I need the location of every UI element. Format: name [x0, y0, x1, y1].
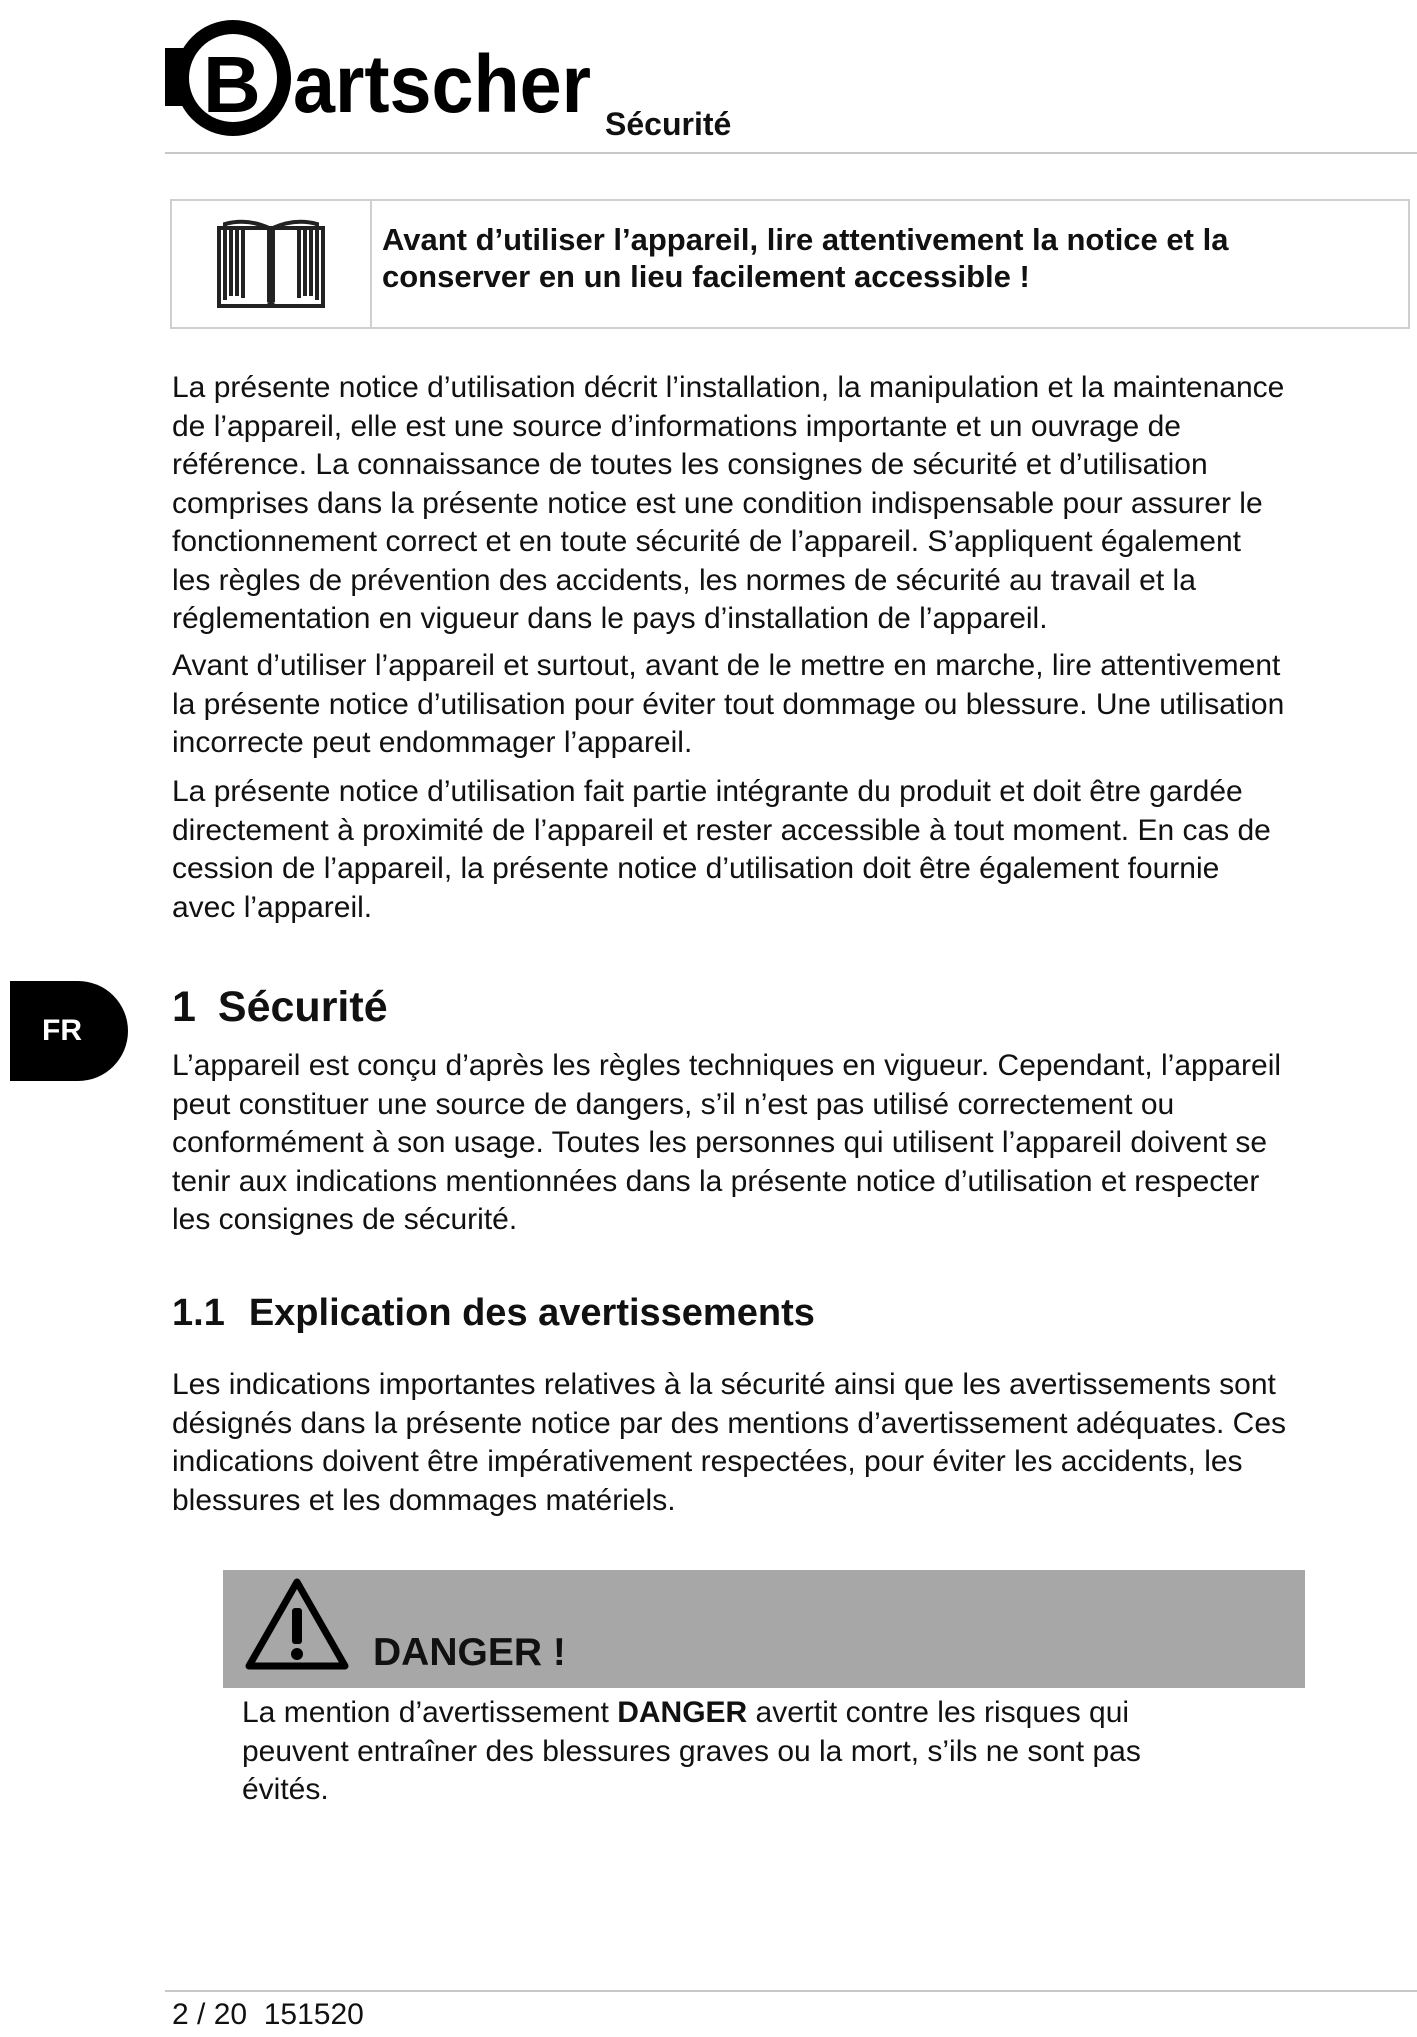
text-line: blessures et les dommages matériels. — [172, 1483, 676, 1517]
logo-graphic — [165, 8, 595, 140]
danger-header-bar — [223, 1570, 1305, 1688]
section-title: Explication des avertissements — [248, 1292, 815, 1334]
text-line: comprises dans la présente notice est une condition indispensable pour assurer le — [172, 486, 1263, 520]
text-line: Avant d’utiliser l’appareil et surtout, avant de le mettre en marche, lire attentivement — [172, 649, 1281, 682]
section-1-1-body — [172, 1366, 1417, 1520]
svg-text:B: B — [203, 40, 261, 129]
page-footer — [172, 1998, 364, 2032]
text-line: avec l’appareil. — [172, 890, 373, 924]
text-line: évités. — [242, 1773, 329, 1806]
text-line: fonctionnement correct et en toute sécurité de l’appareil. S’appliquent également — [172, 525, 1241, 558]
intro-paragraph-3 — [172, 773, 1417, 927]
document-code: 151520 — [263, 1998, 364, 2031]
text-line: L’appareil est conçu d’après les règles techniques en vigueur. Cependant, l’appareil — [172, 1049, 1282, 1082]
text-line: de l’appareil, elle est une source d’informations importante et un ouvrage de — [172, 409, 1181, 443]
text-line: les consignes de sécurité. — [172, 1203, 518, 1236]
section-title: Sécurité — [217, 983, 388, 1031]
text-run: avertit contre les risques qui — [747, 1696, 1130, 1729]
intro-paragraph-2 — [172, 647, 1417, 763]
text-line: peuvent entraîner des blessures graves ou la mort, s’ils ne sont pas — [242, 1734, 1141, 1768]
page-number: 2 / 20 — [172, 1998, 248, 2031]
notice-text — [372, 201, 1408, 327]
text-line: incorrecte peut endommager l’appareil. — [172, 726, 693, 759]
text-line: la présente notice d’utilisation pour éviter tout dommage ou blessure. Une utilisation — [172, 687, 1285, 721]
section-number: 1 — [172, 983, 196, 1031]
text-line: peut constituer une source de dangers, s’il n’est pas utilisé correctement ou — [172, 1087, 1175, 1121]
open-book-icon — [211, 214, 331, 314]
text-line: désignés dans la présente notice par des mentions d’avertissement adéquates. Ces — [172, 1406, 1286, 1440]
section-1-heading — [172, 983, 388, 1032]
header-section-title: Sécurité — [605, 106, 732, 142]
section-number: 1.1 — [172, 1292, 225, 1334]
bartscher-logo — [165, 8, 595, 140]
text-line: référence. La connaissance de toutes les consignes de sécurité et d’utilisation — [172, 448, 1208, 481]
text-line — [242, 1694, 1302, 1733]
intro-paragraph-1 — [172, 369, 1417, 639]
notice-line: Avant d’utiliser l’appareil, lire attentivement la notice et la — [382, 222, 1229, 257]
text-line: tenir aux indications mentionnées dans la présente notice d’utilisation et respecter — [172, 1164, 1260, 1198]
footer-divider — [165, 1990, 1417, 1992]
text-line: cession de l’appareil, la présente notice d’utilisation doit être également fournie — [172, 852, 1220, 885]
text-line: La présente notice d’utilisation décrit l’installation, la manipulation et la maintenance — [172, 371, 1285, 404]
text-line: directement à proximité de l’appareil et rester accessible à tout moment. En cas de — [172, 813, 1271, 847]
text-line: réglementation en vigueur dans le pays d’installation de l’appareil. — [172, 602, 1048, 635]
danger-description — [242, 1694, 1302, 1810]
text-line: La présente notice d’utilisation fait partie intégrante du produit et doit être gardée — [172, 775, 1243, 808]
text-line: Les indications importantes relatives à la sécurité ainsi que les avertissements sont — [172, 1368, 1276, 1401]
section-1-1-heading — [172, 1292, 815, 1335]
header-divider — [165, 152, 1417, 154]
text-line: indications doivent être impérativement respectées, pour éviter les accidents, les — [172, 1445, 1243, 1478]
text-line: les règles de prévention des accidents, les normes de sécurité au travail et la — [172, 563, 1196, 597]
notice-box — [170, 199, 1410, 329]
notice-line: conserver en un lieu facilement accessible ! — [382, 259, 1030, 294]
section-1-body — [172, 1047, 1417, 1240]
svg-text:artscher: artscher — [293, 39, 591, 130]
notice-icon-cell — [172, 201, 372, 327]
warning-triangle-icon — [245, 1576, 349, 1672]
danger-title: DANGER ! — [373, 1631, 566, 1674]
text-line: conformément à son usage. Toutes les personnes qui utilisent l’appareil doivent se — [172, 1126, 1268, 1159]
text-run: La mention d’avertissement — [242, 1696, 618, 1729]
danger-keyword: DANGER — [617, 1696, 748, 1729]
language-tab: FR — [10, 981, 128, 1081]
